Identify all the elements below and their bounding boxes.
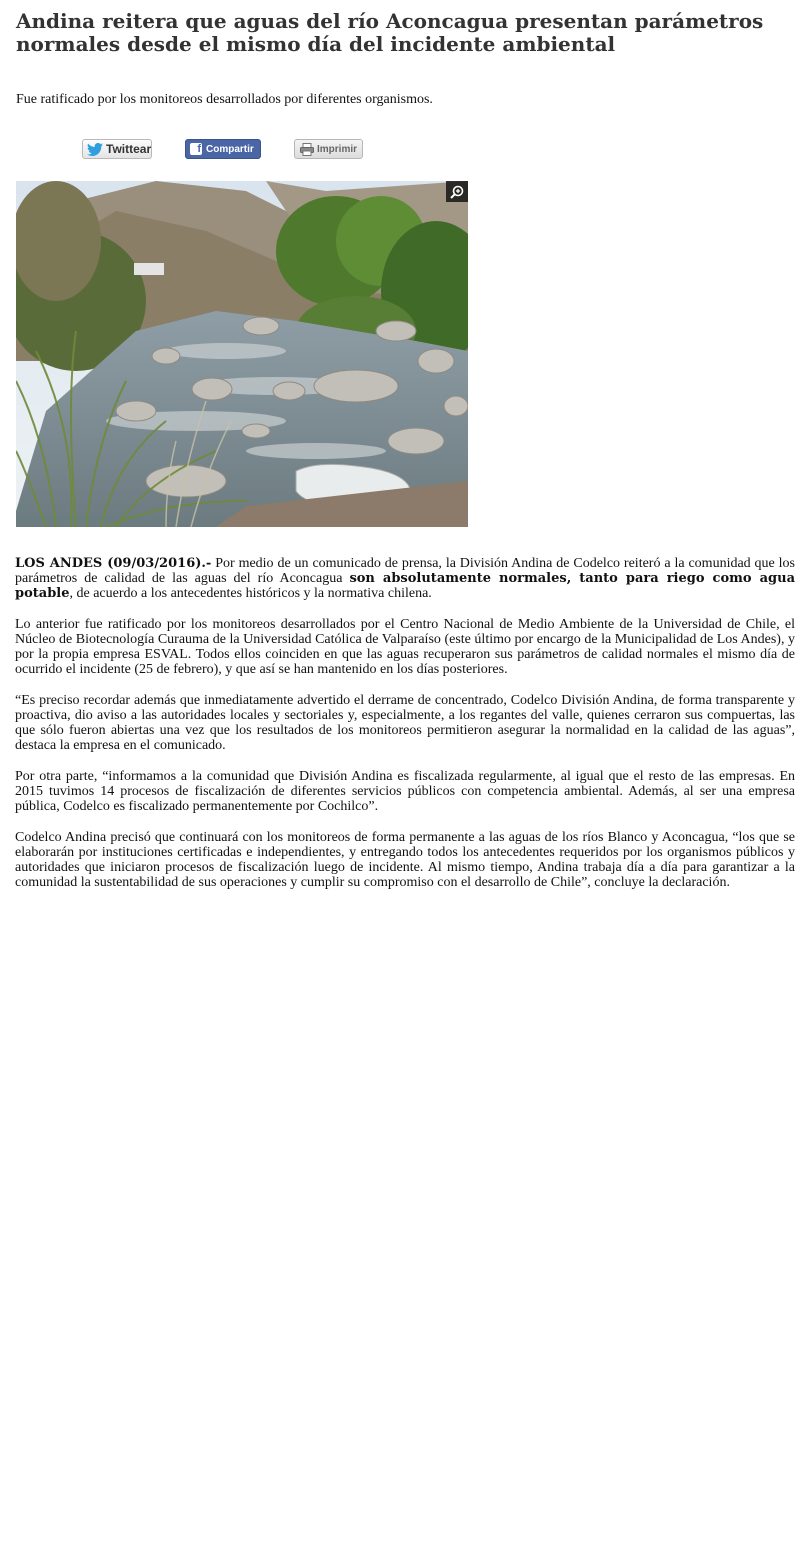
facebook-share-label: Compartir [206,143,254,155]
dateline: LOS ANDES (09/03/2016).- [15,556,212,571]
article-title: Andina reitera que aguas del río Aconcagua presentan parámetros normales desde el mismo día del incidente ambiental [16,9,764,56]
twitter-share-label: Twittear [106,142,152,156]
twitter-share-button[interactable] [82,139,152,159]
print-button[interactable] [294,139,363,159]
river-photo-image [16,181,468,527]
paragraph-1-text-a: Por medio de un comunicado de prensa, la División Andina de Codelco reiteró a la comunidad que los parámetros de calidad de las aguas del río Aconcagua [15,556,796,586]
article-photo[interactable] [16,181,468,527]
zoom-button[interactable] [446,181,468,202]
paragraph-4: Por otra parte, “informamos a la comunidad que División Andina es fiscalizada regularmente, al igual que el resto de las empresas. En 2015 tuvimos 14 procesos de fiscalización de diferentes servicios públicos con competencia ambiental. Además, al ser una empresa pública, Codelco es fiscalizado permanentemente por Cochilco”. [15,769,795,814]
paragraph-2: Lo anterior fue ratificado por los monitoreos desarrollados por el Centro Nacional de Medio Ambiente de la Universidad de Chile, el Núcleo de Biotecnología Curauma de la Universidad Católica de Valparaíso (este último por encargo de la Municipalidad de Los Andes), y por la propia empresa ESVAL. Todos ellos coinciden en que las aguas recuperaron sus parámetros de calidad normales el mismo día de ocurrido el incidente (25 de febrero), y que así se han mantenido en los días posteriores. [15,617,795,677]
paragraph-1-emphasis: son absolutamente normales, tanto para riego como agua potable [15,571,795,601]
twitter-bird-icon [87,143,103,156]
facebook-share-button[interactable] [185,139,261,159]
paragraph-3: “Es preciso recordar además que inmediatamente advertido el derrame de concentrado, Codelco División Andina, de forma transparente y proactiva, dio aviso a las autoridades locales y sectoriales y, especialmente, a los regantes del valle, quienes cerraron sus compuertas, las que sólo fueron abiertas una vez que los resultados de los monitoreos permitieron asegurar la normalidad en la calidad de las aguas”, destaca la empresa en el comunicado. [15,693,795,753]
paragraph-5: Codelco Andina precisó que continuará con los monitoreos de forma permanente a las aguas de los ríos Blanco y Aconcagua, “los que se elaborarán por instituciones certificadas e independientes, y entregando todos los antecedentes requeridos por los organismos públicos y autoridades que iniciaron procesos de fiscalización luego de incidente. Al mismo tiempo, Andina trabaja día a día para garantizar a la comunidad la sustentabilidad de sus operaciones y cumplir su compromiso con el desarrollo de Chile”, concluye la declaración. [15,830,795,890]
article-body [15,556,795,906]
zoom-in-icon [450,185,464,199]
facebook-icon: f [190,143,202,155]
paragraph-1 [15,556,795,601]
paragraph-1-text-b: , de acuerdo a los antecedentes históricos y la normativa chilena. [69,586,432,601]
print-label: Imprimir [317,143,358,155]
printer-icon [300,143,314,156]
article-subtitle: Fue ratificado por los monitoreos desarrollados por diferentes organismos. [16,92,433,107]
